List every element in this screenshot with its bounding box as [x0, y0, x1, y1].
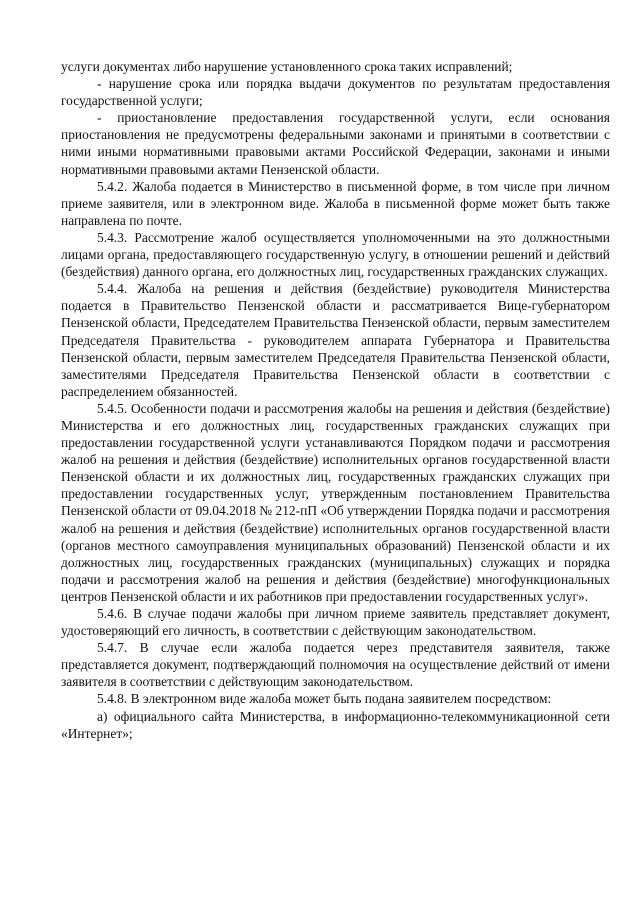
paragraph-continuation: услуги документах либо нарушение установленного срока таких исправлений;	[61, 59, 513, 74]
document-body	[61, 58, 610, 742]
clause-5-4-2: 5.4.2. Жалоба подается в Министерство в письменной форме, в том числе при личном приеме заявителя, или в электронном виде. Жалоба в письменной форме может быть также направлена по почте.	[61, 178, 610, 228]
clause-5-4-4: 5.4.4. Жалоба на решения и действия (бездействие) руководителя Министерства подается в Правительство Пензенской области и рассматривается Вице-губернатором Пензенской области, Председателем Правительства Пензенской области, первым заместителем Председателя Правительства - руководителем аппарата Губернатора и Правительства Пензенской области, первым заместителем Председателя Правительства Пензенской области, заместителями Председателя Правительства Пензенской области в соответствии с распределением обязанностей.	[61, 281, 610, 399]
clause-5-4-5: 5.4.5. Особенности подачи и рассмотрения жалобы на решения и действия (бездействие) Министерства и его должностных лиц, государственных гражданских служащих при предоставлении государственной услуги устанавливаются Порядком подачи и рассмотрения жалоб на решения и действия (бездействие) исполнительных органов государственной власти Пензенской области и их должностных лиц, государственных гражданских служащих при предоставлении государственных услуг, утвержденным постановлением Правительства Пензенской области от 09.04.2018 № 212-пП «Об утверждении Порядка подачи и рассмотрения жалоб на решения и действия (бездействие) исполнительных органов государственной власти (органов местного самоуправления муниципальных образований) Пензенской области и их должностных лиц, государственных гражданских (муниципальных) служащих и порядка подачи и рассмотрения жалоб на решения и действия (бездействие) многофункциональных центров Пензенской области и их работников при предоставлении государственных услуг».	[61, 400, 610, 604]
clause-5-4-6: 5.4.6. В случае подачи жалобы при личном приеме заявитель представляет документ, удостоверяющий его личность, в соответствии с действующим законодательством.	[61, 606, 610, 639]
list-item-violation-deadline: - нарушение срока или порядка выдачи документов по результатам предоставления государственной услуги;	[61, 76, 610, 109]
list-item-suspension: - приостановление предоставления государственной услуги, если основания приостановления не предусмотрены федеральными законами и принятыми в соответствии с ними иными нормативными правовыми актами Российской Федерации, законами и иными нормативными правовыми актами Пензенской области.	[61, 110, 610, 177]
clause-5-4-7: 5.4.7. В случае если жалоба подается через представителя заявителя, также представляется документ, подтверждающий полномочия на осуществление действий от имени заявителя в соответствии с действующим законодательством.	[61, 640, 610, 690]
clause-5-4-8: 5.4.8. В электронном виде жалоба может быть подана заявителем посредством:	[97, 691, 552, 707]
clause-5-4-8-item-a: а) официального сайта Министерства, в информационно-телекоммуникационной сети «Интернет»;	[61, 708, 610, 741]
clause-5-4-3: 5.4.3. Рассмотрение жалоб осуществляется уполномоченными на это должностными лицами органа, предоставляющего государственную услугу, в отношении решений и действий (бездействия) данного органа, его должностных лиц, государственных гражданских служащих.	[61, 229, 610, 280]
